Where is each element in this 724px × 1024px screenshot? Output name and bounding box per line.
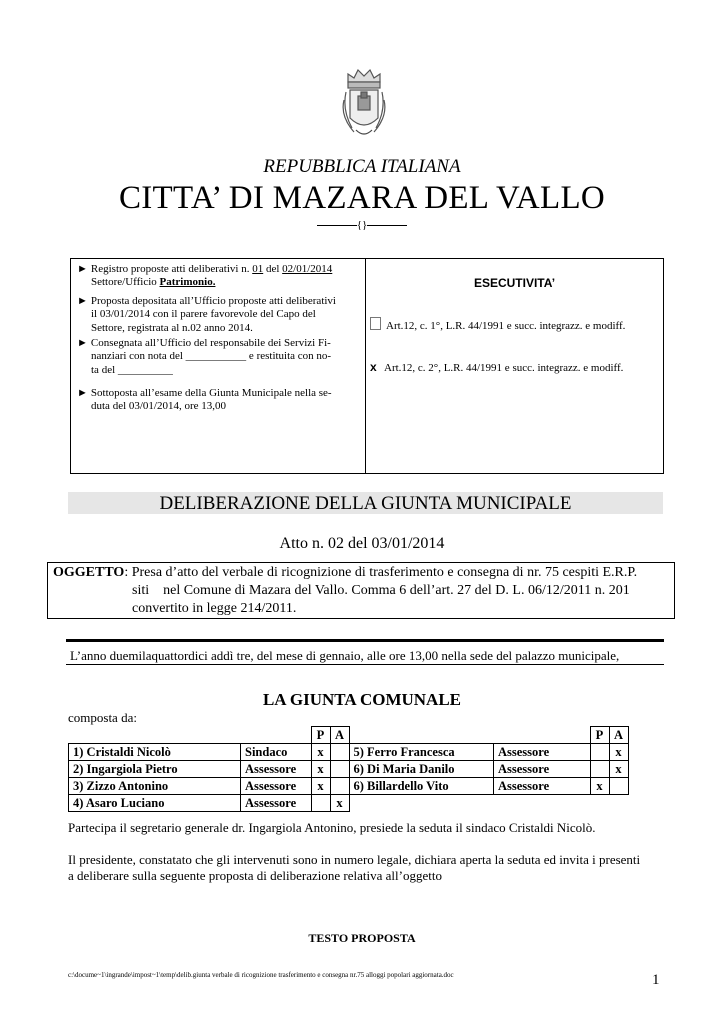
president-statement: Il presidente, constatato che gli intervenuti sono in numero legale, dichiara aperta la seduta ed invita i presenti a deliberare sulla seguente proposta di deliberazione relativa all’oggetto xyxy=(68,852,641,883)
giunta-title: LA GIUNTA COMUNALE xyxy=(262,690,462,709)
members-table xyxy=(68,726,629,812)
column-header-present: P xyxy=(590,727,609,744)
table-row: 4) Asaro Luciano Assessore x xyxy=(69,795,629,812)
executivity-option-2: x Art.12, c. 2°, L.R. 44/1991 e succ. integrazz. e modiff. xyxy=(370,360,624,374)
table-row: 2) Ingargiola Pietro Assessore x 6) Di Maria Danilo Assessore x xyxy=(69,761,629,778)
finance-entry: ► Consegnata all’Ufficio del responsabile dei Servizi Fi- nanziari con nota del ___________ e restituita con no- ta del __________ xyxy=(77,337,332,376)
composed-label: composta da: xyxy=(68,710,137,725)
proposal-title: TESTO PROPOSTA xyxy=(308,931,416,945)
secretary-statement: Partecipa il segretario generale dr. Ingargiola Antonino, presiede la seduta il sindaco Cristaldi Nicolò. xyxy=(68,820,596,835)
column-header-present: P xyxy=(311,727,330,744)
subject-line-3: convertito in legge 214/2011. xyxy=(132,601,297,616)
divider xyxy=(66,664,664,665)
table-row: 3) Zizzo Antonino Assessore x 6) Billardello Vito Assessore x xyxy=(69,778,629,795)
act-number: Atto n. 02 del 03/01/2014 xyxy=(279,535,445,552)
page-number: 1 xyxy=(652,972,660,988)
executivity-column xyxy=(366,259,663,473)
check-mark: x xyxy=(370,360,377,374)
deliberation-title: DELIBERAZIONE DELLA GIUNTA MUNICIPALE xyxy=(68,492,663,514)
municipal-crest-icon xyxy=(340,66,388,160)
registry-box xyxy=(70,258,664,474)
subject-line-1: OGGETTO: Presa d’atto del verbale di ricognizione di trasferimento e consegna di nr. 75 cespiti E.R.P. xyxy=(53,565,638,580)
executivity-option-1: Art.12, c. 1°, L.R. 44/1991 e succ. integrazz. e modiff. xyxy=(370,317,625,332)
city-title: CITTA’ DI MAZARA DEL VALLO xyxy=(118,180,606,216)
subject-box xyxy=(47,562,675,619)
republic-heading: REPUBBLICA ITALIANA xyxy=(263,156,461,177)
file-path-footer: c:\docume~1\ingrande\impost~1\temp\delib.giunta verbale di ricognizione trasferimento e consegna nr.75 alloggi popolari aggiornata.doc xyxy=(68,971,454,979)
checkbox-empty-icon xyxy=(370,317,381,330)
title-ornament: {} xyxy=(0,219,724,231)
deposit-entry: ► Proposta depositata all’Ufficio proposte atti deliberativi il 03/01/2014 con il parere favorevole del Capo del Settore, registrata al n.02 anno 2014. xyxy=(77,295,336,334)
divider xyxy=(66,639,664,642)
subject-line-2: siti nel Comune di Mazara del Vallo. Comma 6 dell’art. 27 del D. L. 06/12/2011 n. 201 xyxy=(132,583,630,598)
column-header-absent: A xyxy=(609,727,628,744)
table-header-row xyxy=(69,727,629,744)
table-row: 1) Cristaldi Nicolò Sindaco x 5) Ferro Francesca Assessore x xyxy=(69,744,629,761)
column-header-absent: A xyxy=(330,727,349,744)
registry-column xyxy=(71,259,366,473)
opening-statement: L’anno duemilaquattordici addì tre, del mese di gennaio, alle ore 13,00 nella sede del palazzo municipale, xyxy=(70,648,620,663)
executivity-title: ESECUTIVITA’ xyxy=(473,276,556,290)
examination-entry: ► Sottoposta all’esame della Giunta Municipale nella se- duta del 03/01/2014, ore 13,00 xyxy=(77,387,332,413)
registry-entry: ► Registro proposte atti deliberativi n. 01 del 02/01/2014 Settore/Ufficio Patrimonio. xyxy=(77,263,333,289)
